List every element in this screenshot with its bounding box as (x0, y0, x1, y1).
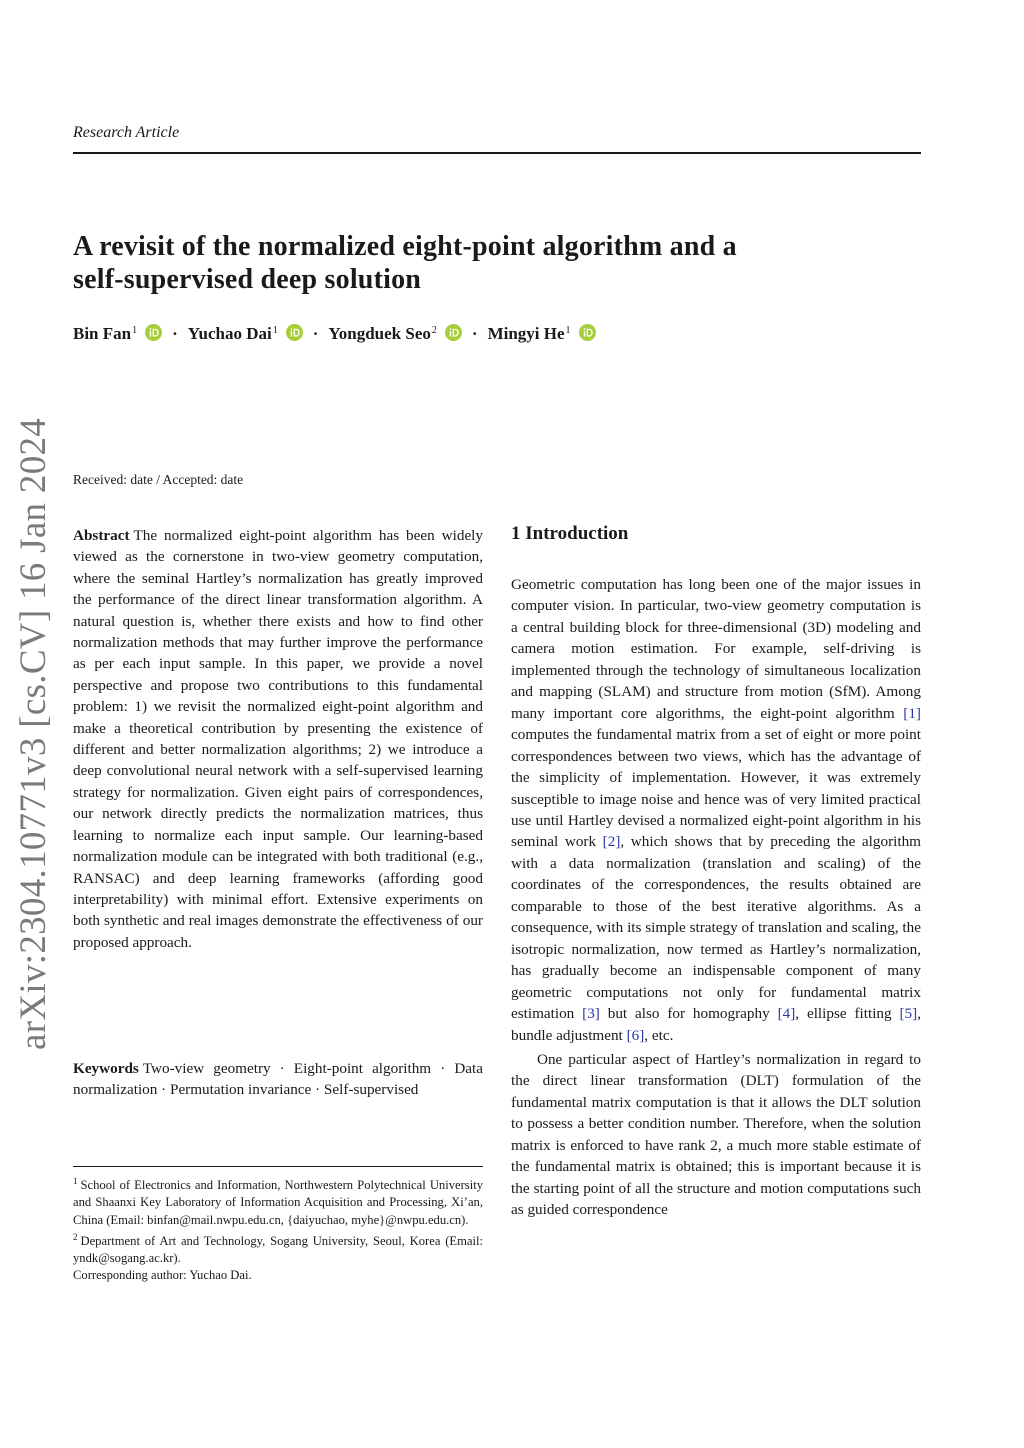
author-list (73, 324, 596, 344)
intro-paragraph-2: One particular aspect of Hartley’s normalization in regard to the direct linear transformation (DLT) formulation of the fundamental matrix computation is that it allows the DLT solution to possess a better condition number. Therefore, when the solution matrix is enforced to have rank 2, a much more stable estimate of the fundamental matrix is obtained; this is important because it is the starting point of all the structure and motion computations such as guided correspondence (511, 1050, 921, 1219)
introduction-section (511, 522, 921, 1221)
body-text: Geometric computation has long been one of the major issues in computer vision. In particular, two-view geometry computation is a central building block for three-dimensional (3D) modeling and camera motion estimation. For example, self-driving is implemented through the technology of simultaneous localization and mapping (SLAM) and structure from motion (SfM). Among many important core algorithms, the eight-point algorithm (511, 576, 921, 722)
citation-link[interactable]: [2] (602, 833, 621, 851)
body-text: but also for homography (599, 1005, 778, 1023)
author-separator: · (312, 324, 319, 343)
body-text: , bundle adjustment (511, 1005, 921, 1044)
received-date: Received: date / Accepted: date (73, 472, 244, 487)
title-line-1: A revisit of the normalized eight-point algorithm and a (73, 231, 737, 262)
citation-link[interactable]: [3] (582, 1005, 600, 1023)
author-name: Yuchao Dai (187, 324, 272, 343)
running-head: Research Article (73, 124, 180, 141)
orcid-icon[interactable] (145, 324, 162, 341)
orcid-icon[interactable] (286, 324, 303, 341)
author-affiliation: 1 (272, 324, 278, 336)
author-affiliation: 2 (431, 324, 437, 336)
footnote-2 (73, 1229, 483, 1268)
orcid-icon[interactable] (445, 324, 462, 341)
author-yongduek-seo (328, 324, 462, 344)
intro-paragraph-1 (511, 574, 921, 1046)
keywords-label: Keywords (73, 1060, 139, 1077)
arxiv-identifier-stamp: arXiv:2304.10771v3 [cs.CV] 16 Jan 2024 (13, 417, 54, 1050)
author-name: Mingyi He (487, 324, 565, 343)
author-separator: · (172, 324, 178, 343)
author-name: Yongduek Seo (328, 324, 431, 343)
body-text: , ellipse fitting (795, 1005, 900, 1023)
footnote-rule (73, 1166, 483, 1167)
citation-link[interactable]: [6] (626, 1026, 645, 1044)
footnote-1 (73, 1173, 483, 1229)
keywords (73, 1058, 483, 1101)
citation-link[interactable]: [1] (903, 704, 921, 722)
abstract (73, 525, 483, 953)
orcid-icon[interactable] (579, 324, 596, 341)
title-line-2: self-supervised deep solution (73, 264, 422, 295)
author-mingyi-he (488, 324, 596, 344)
author-name: Bin Fan (73, 324, 132, 343)
author-affiliation: 1 (132, 324, 138, 336)
header-rule (73, 152, 921, 154)
corresponding-author: Corresponding author: Yuchao Dai. (73, 1268, 252, 1283)
citation-link[interactable]: [5] (899, 1005, 918, 1023)
footnote-text: School of Electronics and Information, Northwestern Polytechnical University and Shaanxi Key Laboratory of Information Acquisition and Processing, Xi’an, China (Email: binfan@mail.nwpu.edu.cn, {daiyuchao, myhe}@nwpu.edu.cn). (73, 1178, 483, 1227)
abstract-label: Abstract (73, 527, 130, 544)
footnotes (73, 1173, 483, 1285)
abstract-text: The normalized eight-point algorithm has been widely viewed as the cornerstone in two-view geometry computation, where the seminal Hartley’s normalization has greatly improved the performance of the direct linear transformation algorithm. A natural question is, whether there exists and how to find other normalization methods that may further improve the performance as per each input sample. In this paper, we provide a novel perspective and propose two contributions to this fundamental problem: 1) we revisit the normalized eight-point algorithm and make a theoretical contribution by presenting the existence of different and better normalization algorithms; 2) we introduce a deep convolutional neural network with a self-supervised learning strategy for normalization. Given eight pairs of correspondences, our network directly predicts the normalization matrices, thus learning to normalize each input sample. Our learning-based normalization module can be integrated with both traditional (e.g., RANSAC) and deep learning frameworks (affording good interpretability) with minimal effort. Extensive experiments on both synthetic and real images demonstrate the effectiveness of our proposed approach. (73, 527, 483, 951)
footnote-text: Department of Art and Technology, Sogang University, Seoul, Korea (Email: yndk@sogang.ac.kr). (73, 1233, 483, 1266)
section-heading: 1 Introduction (511, 523, 629, 544)
keywords-text: Two-view geometry · Eight-point algorithm · Data normalization · Permutation invariance · Self-supervised (73, 1060, 483, 1099)
citation-link[interactable]: [4] (777, 1005, 796, 1023)
body-text: , which shows that by preceding the algorithm with a data normalization (translation and scaling) of the coordinates of the correspondences, the results obtained are comparable to those of the best iterative algorithms. As a consequence, with its simple strategy of translation and scaling, the isotropic normalization, now termed as Hartley’s normalization, has gradually become an indispensable component of many geometric computations not only for fundamental matrix estimation (511, 833, 921, 1023)
author-bin-fan (73, 324, 162, 344)
body-text: computes the fundamental matrix from a set of eight or more point correspondences between two views, which has the advantage of the simplicity of implementation. However, it was extremely susceptible to image noise and hence was of very limited practical use until Hartley devised a normalized eight-point algorithm in his seminal work (511, 726, 921, 851)
body-text: , etc. (644, 1026, 674, 1044)
paper-title (73, 230, 933, 296)
footnote-mark: 1 (73, 1176, 78, 1186)
author-separator: · (471, 324, 478, 343)
author-affiliation: 1 (565, 324, 571, 336)
author-yuchao-dai (188, 324, 303, 344)
footnote-mark: 2 (73, 1231, 78, 1242)
